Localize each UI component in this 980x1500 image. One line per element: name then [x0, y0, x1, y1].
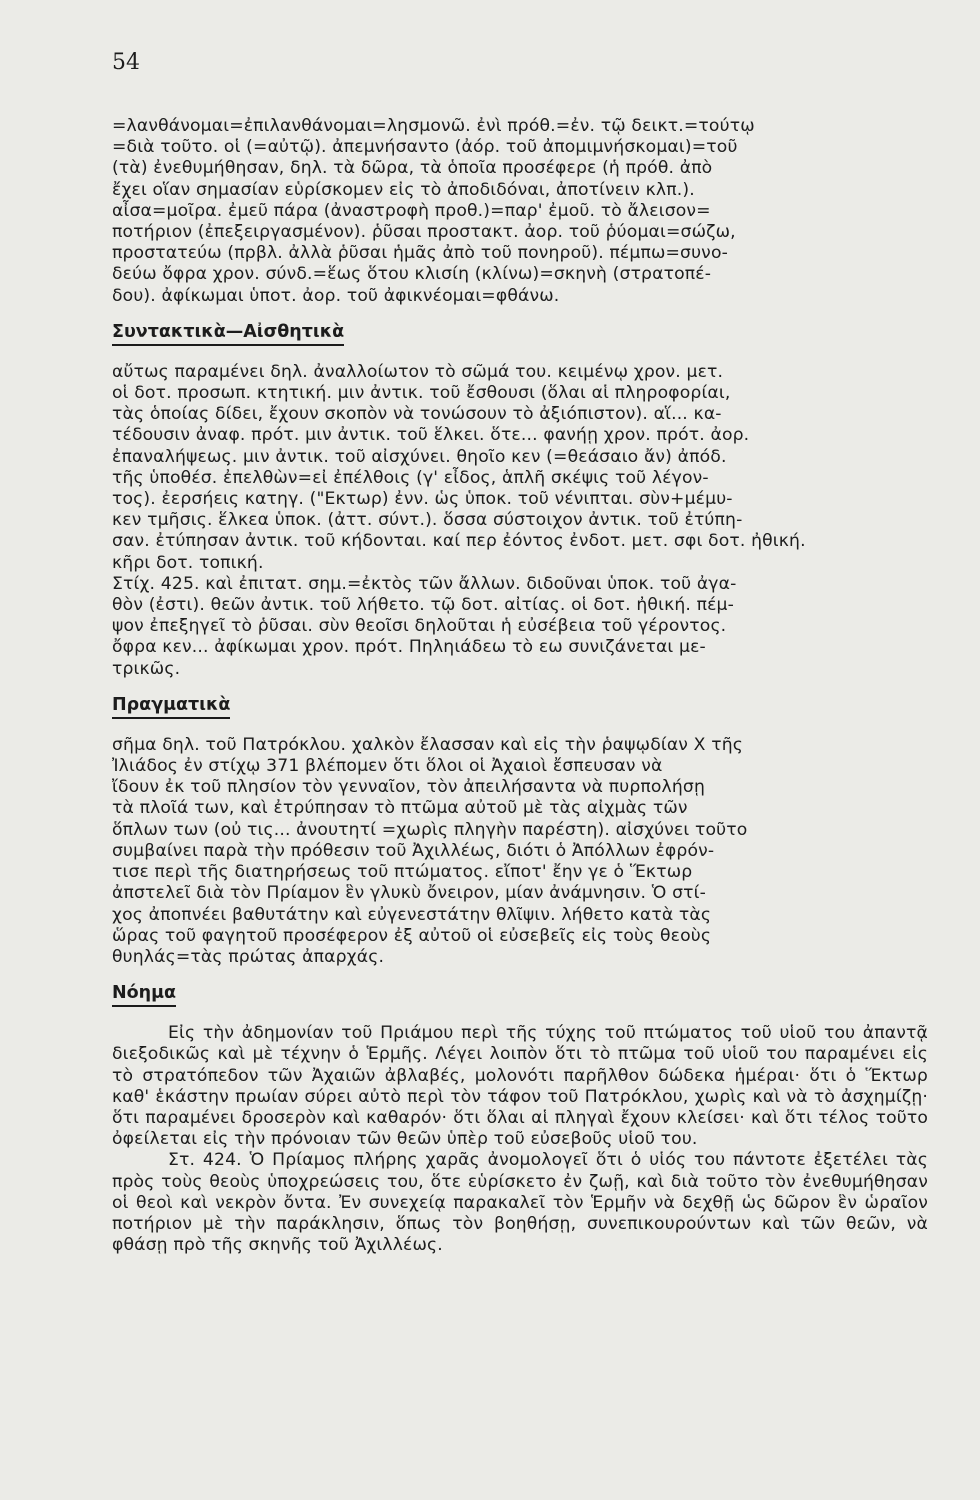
realia-line: τὰ πλοῖά των, καὶ ἐτρύπησαν τὸ πτῶμα αὐτοῦ μὲ τὰς αἰχμὰς τῶν — [112, 798, 688, 819]
glossary-line: =λανθάνομαι=ἐπιλανθάνομαι=λησμονῶ. ἐνὶ πρόθ.=ἐν. τῷ δεικτ.=τούτῳ — [112, 116, 755, 136]
glossary-line: δεύω ὄφρα χρον. σύνδ.=ἕως ὅτου κλισίη (κλίνω)=σκηνὴ (στρατοπέ- — [112, 264, 712, 285]
syntactic-line: θὸν (ἐστι). θεῶν ἀντικ. τοῦ λήθετο. τῷ δοτ. αἰτίας. οἱ δοτ. ἠθική. πέμ- — [112, 595, 734, 616]
syntactic-heading-wrap — [112, 321, 928, 346]
syntactic-line: ψον ἐπεξηγεῖ τὸ ῥῦσαι. σὺν θεοῖσι δηλοῦται ἡ εὐσέβεια τοῦ γέροντος. — [112, 616, 727, 637]
realia-line: θυηλάς=τὰς πρώτας ἀπαρχάς. — [112, 946, 385, 967]
section-heading-realia: Πραγματικὰ — [112, 694, 230, 719]
syntactic-line: ὄφρα κεν... ἀφίκωμαι χρον. πρότ. Πηληιάδεω τὸ εω συνιζάνεται με- — [112, 637, 706, 658]
realia-heading-wrap — [112, 694, 928, 719]
glossary-line: αἶσα=μοῖρα. ἐμεῦ πάρα (ἀναστροφὴ προθ.)=παρ' ἐμοῦ. τὸ ἄλεισον= — [112, 200, 711, 221]
section-heading-meaning: Νόημα — [112, 982, 176, 1007]
realia-line: ἀπστελεῖ διὰ τὸν Πρίαμον ἓν γλυκὺ ὄνειρον, μίαν ἀνάμνησιν. Ὁ στί- — [112, 883, 706, 904]
glossary-line: ἔχει οἵαν σημασίαν εὑρίσκομεν εἰς τὸ ἀποδιδόναι, ἀποτίνειν κλπ.). — [112, 179, 695, 200]
realia-line: ὥρας τοῦ φαγητοῦ προσέφερον ἐξ αὐτοῦ οἱ εὐσεβεῖς εἰς τοὺς θεοὺς — [112, 925, 712, 946]
realia-line: Ἰλιάδος ἐν στίχῳ 371 βλέπομεν ὅτι ὅλοι οἱ Ἀχαιοὶ ἔσπευσαν νὰ — [112, 756, 663, 777]
meaning-paragraph: Εἰς τὴν ἀδημονίαν τοῦ Πριάμου περὶ τῆς τύχης τοῦ πτώματος τοῦ υἱοῦ του ἀπαντᾷ διεξοδικῶς καὶ μὲ τέχνην ὁ Ἑρμῆς. Λέγει λοιπὸν ὅτι τὸ πτῶμα τοῦ υἱοῦ του παραμένει εἰς τὸ στρατόπεδον τῶν Ἀχαιῶν ἀβλαβές, μολονότι παρῆλθον δώδεκα ἡμέραι· ὅτι ὁ Ἕκτωρ καθ' ἑκάστην πρωίαν σύρει αὐτὸ περὶ τὸν τάφον τοῦ Πατρόκλου, χωρὶς καὶ νὰ τὸ ἀσχημίζῃ· ὅτι παραμένει δροσερὸν καὶ καθαρόν· ὅτι ὅλαι αἱ πληγαὶ ἔχουν κλείσει· καὶ ὅτι τέλος τοῦτο ὀφείλεται εἰς τὴν πρόνοιαν τῶν θεῶν ὑπὲρ τοῦ εὐσεβοῦς υἱοῦ του. — [112, 1023, 928, 1150]
syntactic-line: κῆρι δοτ. τοπική. — [112, 552, 264, 573]
glossary-line: (τὰ) ἐνεθυμήθησαν, δηλ. τὰ δῶρα, τὰ ὁποῖα προσέφερε (ἡ πρόθ. ἀπὸ — [112, 158, 713, 179]
syntactic-line: τος). ἐερσήεις κατηγ. ("Εκτωρ) ἐνν. ὡς ὑποκ. τοῦ νένιπται. σὺν+μέμυ- — [112, 489, 733, 510]
section-heading-syntactic: Συντακτικὰ—Αἰσθητικὰ — [112, 321, 344, 346]
syntactic-line: τρικῶς. — [112, 658, 181, 679]
syntactic-line: ἐπαναλήψεως. μιν ἀντικ. τοῦ αἰσχύνει. θηοῖο κεν (=θεάσαιο ἄν) ἀπόδ. — [112, 446, 727, 467]
realia-line: συμβαίνει παρὰ τὴν πρόθεσιν τοῦ Ἀχιλλέως, διότι ὁ Ἀπόλλων ἐφρόν- — [112, 840, 715, 861]
syntactic-line: κεν τμῆσις. ἕλκεα ὑποκ. (ἀττ. σύντ.). ὅσσα σύστοιχον ἀντικ. τοῦ ἐτύπη- — [112, 510, 743, 531]
syntactic-line: τέδουσιν ἀναφ. πρότ. μιν ἀντικ. τοῦ ἕλκει. ὅτε... φανήῃ χρον. πρότ. ἀορ. — [112, 425, 750, 446]
syntactic-line: τῆς ὑποθέσ. ἐπελθὼν=εἰ ἐπέλθοις (γ' εἶδος, ἁπλῆ σκέψις τοῦ λέγον- — [112, 467, 709, 488]
syntactic-line: οἱ δοτ. προσωπ. κτητική. μιν ἀντικ. τοῦ ἔσθουσι (ὅλαι αἱ πληροφορίαι, — [112, 383, 731, 404]
realia-line: ἴδουν ἐκ τοῦ πλησίον τὸν γενναῖον, τὸν ἀπειλήσαντα νὰ πυρπολήσῃ — [112, 777, 705, 798]
glossary-line: προστατεύω (πρβλ. ἀλλὰ ῥῦσαι ἡμᾶς ἀπὸ τοῦ πονηροῦ). πέμπω=συνο- — [112, 243, 728, 264]
glossary-line: δου). ἀφίκωμαι ὑποτ. ἀορ. τοῦ ἀφικνέομαι=φθάνω. — [112, 285, 560, 306]
page-number: 54 — [112, 50, 140, 75]
realia-section — [112, 735, 928, 968]
glossary-line: =διὰ τοῦτο. οἱ (=αὐτῷ). ἀπεμνήσαντο (ἀόρ. τοῦ ἀπομιμνήσκομαι)=τοῦ — [112, 137, 738, 158]
syntactic-line: αὔτως παραμένει δηλ. ἀναλλοίωτον τὸ σῶμά του. κειμένῳ χρον. μετ. — [112, 361, 724, 382]
realia-line: σῆμα δηλ. τοῦ Πατρόκλου. χαλκὸν ἔλασσαν καὶ εἰς τὴν ῥαψῳδίαν Χ τῆς — [112, 734, 743, 755]
realia-line: χος ἀποπνέει βαθυτάτην καὶ εὐγενεστάτην θλῖψιν. λήθετο κατὰ τὰς — [112, 904, 712, 925]
syntactic-line: σαν. ἐτύπησαν ἀντικ. τοῦ κήδονται. καί περ ἐόντος ἐνδοτ. μετ. σφι δοτ. ἠθική. — [112, 531, 806, 552]
meaning-paragraph: Στ. 424. Ὁ Πρίαμος πλήρης χαρᾶς ἀνομολογεῖ ὅτι ὁ υἱός του πάντοτε ἐξετέλει τὰς πρὸς τοὺς θεοὺς ὑποχρεώσεις του, ὅτε εὑρίσκετο ἐν ζωῇ, καὶ διὰ τοῦτο τὸν ἐνεθυμήθησαν οἱ θεοὶ καὶ νεκρὸν ὄντα. Ἐν συνεχείᾳ παρακαλεῖ τὸν Ἑρμῆν νὰ δεχθῇ ὡς δῶρον ἓν ὡραῖον ποτήριον μὲ τὴν παράκλησιν, ὅπως τὸν βοηθήσῃ, συνεπικουρούντων καὶ τῶν θεῶν, νὰ φθάσῃ πρὸ τῆς σκηνῆς τοῦ Ἀχιλλέως. — [112, 1150, 928, 1256]
syntactic-line: τὰς ὁποίας δίδει, ἔχουν σκοπὸν νὰ τονώσουν τὸ ἀξιόπιστον). αἵ... κα- — [112, 404, 722, 425]
glossary-line: ποτήριον (ἐπεξειργασμένον). ῥῦσαι προστακτ. ἀορ. τοῦ ῥύομαι=σώζω, — [112, 222, 736, 243]
realia-line: ὅπλων των (οὐ τις... ἀνουτητί =χωρὶς πληγὴν παρέστη). αἰσχύνει τοῦτο — [112, 819, 748, 840]
realia-line: τισε περὶ τῆς διατηρήσεως τοῦ πτώματος. εἴποτ' ἔην γε ὁ Ἕκτωρ — [112, 862, 693, 883]
meaning-section — [112, 1023, 928, 1256]
meaning-heading-wrap — [112, 982, 928, 1007]
syntactic-line: Στίχ. 425. καὶ ἐπιτατ. σημ.=ἐκτὸς τῶν ἄλλων. διδοῦναι ὑποκ. τοῦ ἀγα- — [112, 573, 737, 594]
glossary-section — [112, 116, 928, 307]
syntactic-section — [112, 362, 928, 680]
